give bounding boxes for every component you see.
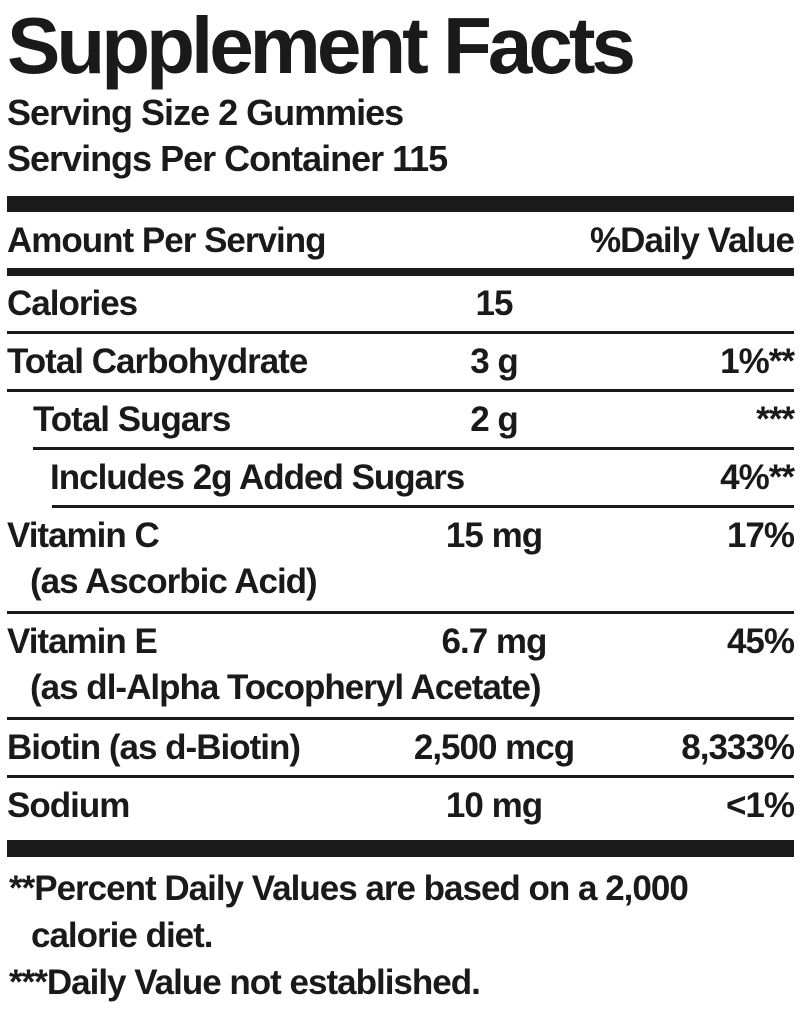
nutrient-source-note: (as dl-Alpha Tocopheryl Acetate) bbox=[30, 668, 541, 707]
nutrient-name: Total Sugars bbox=[33, 400, 231, 439]
nutrient-amount: 10 mg bbox=[445, 786, 543, 825]
servings-per-container: Servings Per Container 115 bbox=[7, 138, 448, 179]
nutrient-name: Total Carbohydrate bbox=[7, 342, 308, 381]
nutrient-name: Calories bbox=[7, 284, 138, 323]
nutrient-name: Includes 2g Added Sugars bbox=[50, 458, 465, 497]
serving-size: Serving Size 2 Gummies bbox=[7, 92, 404, 133]
nutrient-name: Biotin (as d-Biotin) bbox=[7, 728, 301, 767]
footnote-daily-values: **Percent Daily Values are based on a 2,000 calorie diet. bbox=[9, 869, 688, 955]
nutrient-source-note: (as Ascorbic Acid) bbox=[30, 562, 317, 601]
amount-per-serving-header: Amount Per Serving bbox=[7, 221, 326, 260]
footnotes bbox=[7, 865, 794, 1006]
nutrient-amount: 15 mg bbox=[445, 516, 543, 555]
table-row-sodium bbox=[7, 778, 794, 833]
nutrient-amount: 3 g bbox=[470, 342, 518, 381]
nutrient-daily-value: <1% bbox=[725, 786, 794, 825]
nutrient-daily-value: 1%** bbox=[720, 342, 794, 381]
nutrient-name: Vitamin E bbox=[7, 622, 157, 661]
nutrient-amount: 15 bbox=[475, 284, 513, 323]
table-row-biotin bbox=[7, 720, 794, 775]
nutrient-amount: 2 g bbox=[470, 400, 518, 439]
nutrient-name: Vitamin C bbox=[7, 516, 159, 555]
daily-value-header: %Daily Value bbox=[590, 221, 794, 260]
thick-divider-bottom bbox=[7, 840, 794, 857]
table-row-calories bbox=[7, 276, 794, 331]
table-row-added-sugars bbox=[7, 450, 794, 505]
table-header bbox=[7, 212, 794, 268]
thick-divider-top bbox=[7, 196, 794, 212]
table-row-total-sugars bbox=[7, 392, 794, 447]
nutrient-name: Sodium bbox=[7, 786, 130, 825]
table-row-total-carbohydrate bbox=[7, 334, 794, 389]
nutrient-daily-value: 4%** bbox=[720, 458, 794, 497]
nutrient-daily-value: 17% bbox=[726, 516, 794, 555]
table-row-vitamin-e bbox=[7, 614, 794, 717]
nutrient-amount: 2,500 mcg bbox=[413, 728, 575, 767]
medium-divider bbox=[7, 268, 794, 276]
page-title: Supplement Facts bbox=[7, 1, 633, 90]
nutrient-amount: 6.7 mg bbox=[441, 622, 547, 661]
nutrient-daily-value: 45% bbox=[726, 622, 794, 661]
nutrient-daily-value: *** bbox=[756, 400, 794, 439]
footnote-not-established: ***Daily Value not established. bbox=[9, 963, 480, 1002]
table-row-vitamin-c bbox=[7, 508, 794, 611]
nutrient-daily-value: 8,333% bbox=[681, 728, 794, 767]
